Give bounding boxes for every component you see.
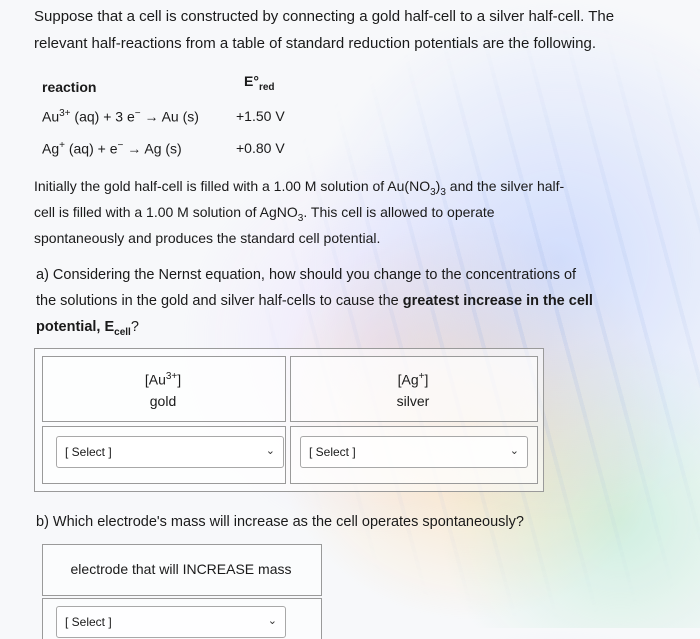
potential-gold: +1.50 V: [236, 108, 285, 124]
question-b-text: b) Which electrode's mass will increase as the cell operates spontaneously?: [36, 514, 524, 530]
para2-line-2: cell is filled with a 1.00 M solution of AgNO$_3$. This cell is allowed to operate: [34, 204, 495, 224]
question-a-line-2: the solutions in the gold and silver half-cells to cause the greatest increase in the cell: [36, 293, 593, 309]
silver-concentration-select[interactable]: [300, 436, 528, 468]
gold-concentration-label: $[Au^{3+}]$: [144, 371, 182, 388]
electrode-select-label: [ Select ]: [65, 615, 112, 629]
para2-line-3: spontaneously and produces the standard cell potential.: [34, 230, 381, 246]
gold-select-label: [ Select ]: [65, 445, 112, 459]
reaction-row-silver: Ag+ (aq) + e− → Ag (s): [42, 140, 182, 157]
gold-label: gold: [149, 393, 177, 409]
silver-label: silver: [396, 393, 430, 409]
chevron-down-icon: ⌄: [267, 615, 277, 627]
intro-line-1: Suppose that a cell is constructed by connecting a gold half-cell to a silver half-cell. The: [34, 8, 615, 25]
potential-silver: +0.80 V: [236, 140, 285, 156]
table-header-potential: $E^\circ_{red}$: [244, 73, 275, 93]
silver-concentration-label: [Ag+]: [397, 371, 429, 388]
question-a-line-1: a) Considering the Nernst equation, how should you change to the concentrations of: [36, 267, 577, 283]
para2-line-1: Initially the gold half-cell is filled with a 1.00 M solution of $Au(NO_3)_3$ and the silver half-: [34, 178, 565, 198]
question-a-line-3: potential, $E_{cell}$?: [36, 319, 139, 338]
chevron-down-icon: ⌄: [265, 445, 275, 457]
silver-select-label: [ Select ]: [309, 445, 356, 459]
chevron-down-icon: ⌄: [509, 445, 519, 457]
electrode-select[interactable]: [56, 606, 286, 638]
question-b-header: electrode that will INCREASE mass: [70, 561, 292, 577]
intro-line-2: relevant half-reactions from a table of standard reduction potentials are the following.: [34, 35, 596, 52]
reaction-row-gold: $Au^{3+}$ (aq) + 3 e− → Au (s): [42, 108, 199, 125]
table-header-reaction: reaction: [42, 79, 97, 95]
gold-concentration-select[interactable]: [56, 436, 284, 468]
